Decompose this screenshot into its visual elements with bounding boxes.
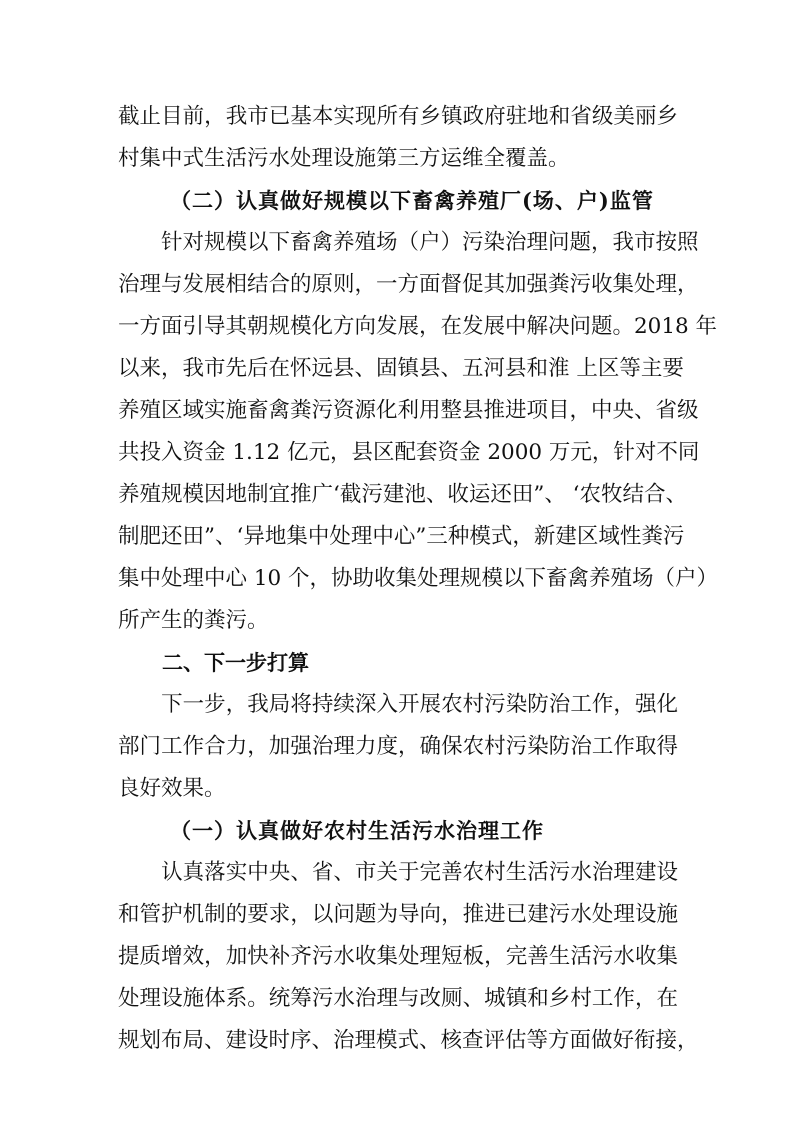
paragraph-line: 一方面引导其朝规模化方向发展，在发展中解决问题。2018 年 — [118, 314, 718, 339]
paragraph-line: 下一步，我局将持续深入开展农村污染防治工作，强化 — [118, 692, 678, 717]
document-page — [118, 96, 719, 1062]
paragraph-line: 认真落实中央、省、市关于完善农村生活污水治理建设 — [118, 860, 678, 885]
paragraph-line: 村集中式生活污水处理设施第三方运维全覆盖。 — [118, 146, 570, 171]
paragraph-line: 治理与发展相结合的原则，一方面督促其加强粪污收集处理， — [118, 272, 699, 297]
paragraph-line: 规划布局、建设时序、治理模式、核查评估等方面做好衔接， — [118, 1028, 699, 1053]
paragraph-line: 部门工作合力，加强治理力度，确保农村污染防治工作取得 — [118, 734, 678, 759]
paragraph-line: 提质增效，加快补齐污水收集处理短板，完善生活污水收集 — [118, 944, 678, 969]
paragraph — [118, 222, 719, 642]
paragraph-line: 以来，我市先后在怀远县、固镇县、五河县和淮 上区等主要 — [118, 356, 684, 381]
paragraph-line: 和管护机制的要求，以问题为导向，推进已建污水处理设施 — [118, 902, 678, 927]
paragraph-line: 处理设施体系。统筹污水治理与改厕、城镇和乡村工作，在 — [118, 986, 678, 1011]
paragraph-line: 针对规模以下畜禽养殖场（户）污染治理问题，我市按照 — [118, 230, 699, 255]
paragraph-line: 制肥还田”、‘异地集中处理中心”三种模式，新建区域性粪污 — [118, 524, 685, 549]
paragraph — [118, 684, 678, 810]
paragraph-line: 截止目前，我市已基本实现所有乡镇政府驻地和省级美丽乡 — [118, 104, 678, 129]
section-heading: 二、下一步打算 — [162, 651, 309, 675]
paragraph-line: 良好效果。 — [118, 776, 226, 801]
subsection-heading: （二）认真做好规模以下畜禽养殖厂(场、户)监管 — [170, 188, 654, 213]
paragraph-line: 所产生的粪污。 — [118, 608, 269, 633]
paragraph-line: 养殖区域实施畜禽粪污资源化利用整县推进项目，中央、省级 — [118, 398, 699, 423]
subsection-heading: （一）认真做好农村生活污水治理工作 — [170, 818, 544, 843]
paragraph — [118, 96, 678, 180]
paragraph — [118, 852, 699, 1062]
paragraph-line: 集中处理中心 10 个，协助收集处理规模以下畜禽养殖场（户） — [118, 566, 719, 591]
paragraph-line: 共投入资金 1.12 亿元，县区配套资金 2000 万元，针对不同 — [118, 440, 700, 465]
paragraph-line: 养殖规模因地制宜推广‘截污建池、收运还田”、 ‘农牧结合、 — [118, 482, 687, 507]
